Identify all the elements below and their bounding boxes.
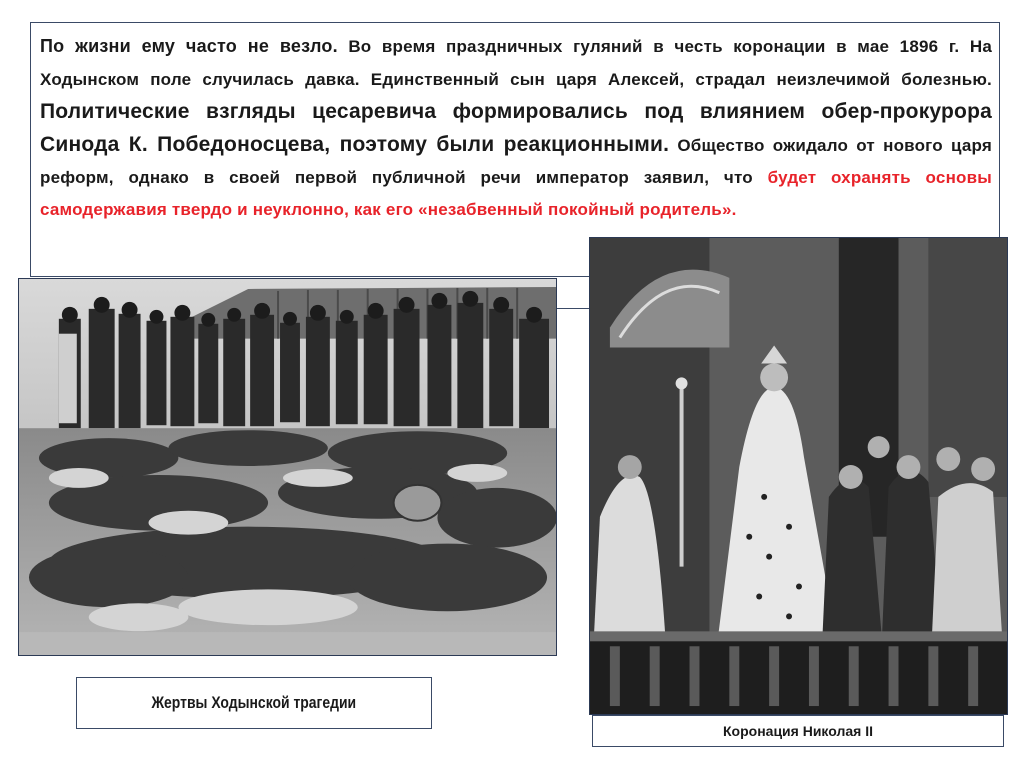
khodynka-victims-image (19, 279, 556, 655)
caption-coronation-text: Коронация Николая II (723, 723, 873, 739)
main-paragraph (40, 30, 992, 226)
caption-khodynka-victims (76, 677, 432, 729)
sentence-khodynka: Во время праздничных гуляний в честь коронации в мае 1896 г. На Ходынском поле случилась давка. Единственный сын царя Алексей, страдал неизлечимой болезнью. (40, 37, 992, 89)
caption-coronation (592, 715, 1004, 747)
sentence-luck: По жизни ему часто не везло. (40, 36, 338, 56)
coronation-painting (589, 237, 1008, 715)
coronation-image (590, 238, 1007, 714)
sentence-society: Общество ожидало от нового царя реформ, однако в своей первой публичной речи император заявил, что (40, 136, 993, 187)
connector-line (557, 308, 589, 309)
sentence-quote: будет охранять основы самодержавия твердо и неуклонно, как его «незабвенный покойный родитель». (40, 168, 992, 219)
sentence-views: Политические взгляды цесаревича формировались под влиянием обер-прокурора Синода К. Победоносцева, поэтому были реакционными. (40, 100, 992, 156)
khodynka-victims-photo (18, 278, 557, 656)
caption-khodynka-victims-text: Жертвы Ходынской трагедии (151, 693, 357, 712)
